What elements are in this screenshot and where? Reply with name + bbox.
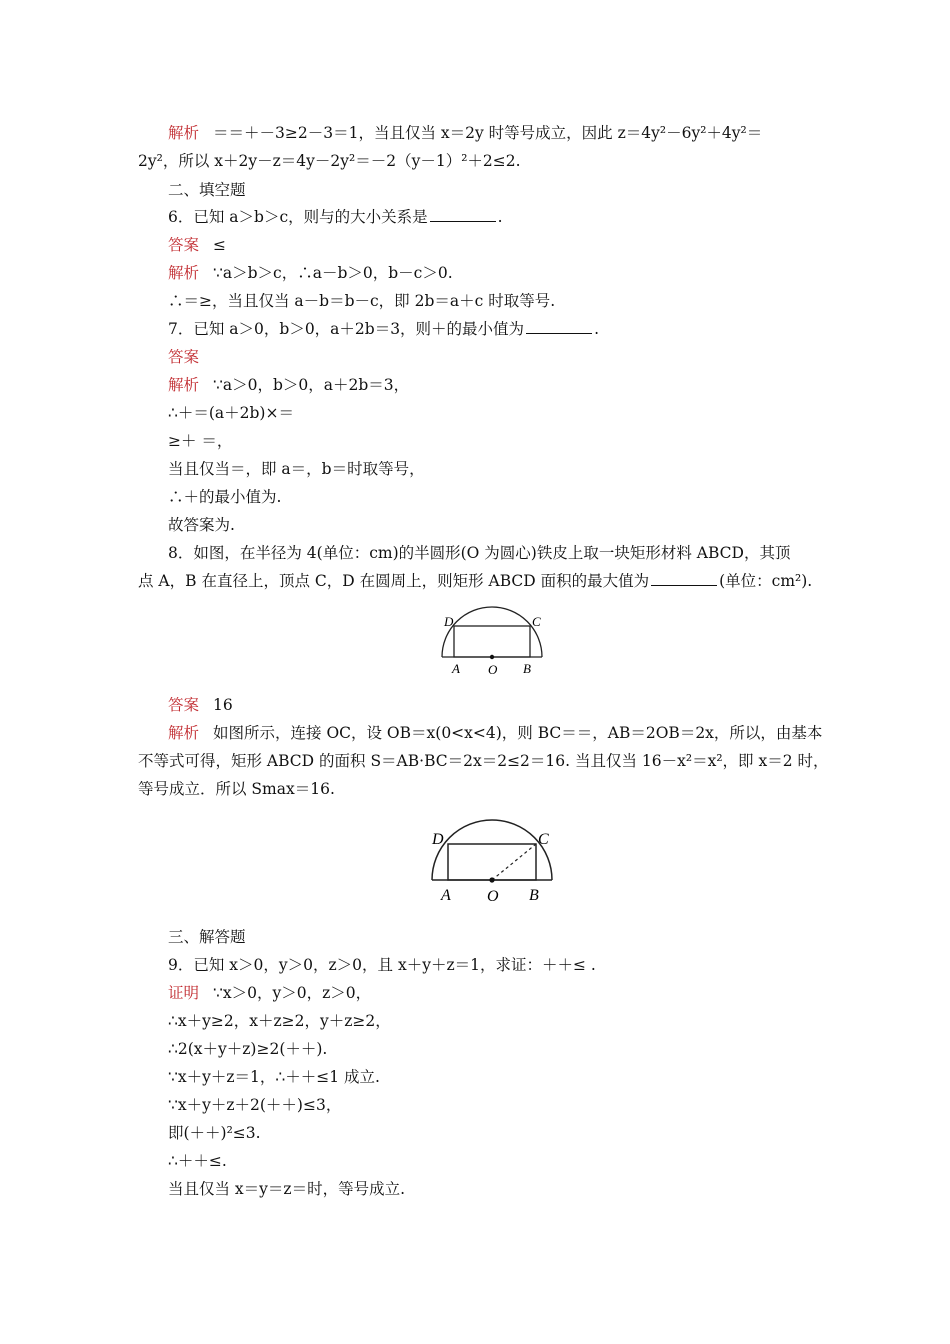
- label-b: B: [529, 887, 539, 904]
- answer-tag: 答案: [168, 236, 200, 254]
- analysis-tag: 解析: [168, 376, 200, 394]
- text-line: 解析 ∵a＞0，b＞0，a＋2b＝3，: [168, 376, 410, 394]
- text-line: 故答案为.: [168, 516, 235, 534]
- semicircle-figure-1: [432, 604, 552, 686]
- text-line: [168, 347, 213, 367]
- text-line: 等号成立．所以 Smax＝16.: [138, 780, 335, 798]
- label-a: A: [452, 661, 460, 676]
- text-line: 即(＋＋)²≤3.: [168, 1124, 261, 1142]
- analysis-tag: 解析: [168, 264, 200, 282]
- text-line: ∴＋＝(a＋2b)×＝: [168, 404, 294, 422]
- text-line: ∴x＋y≥2，x＋z≥2，y＋z≥2，: [168, 1012, 391, 1030]
- text-line: 不等式可得，矩形 ABCD 的面积 S＝AB·BC＝2x＝2≤2＝16. 当且仅当 16－x²＝x²，即 x＝2 时，: [138, 752, 829, 770]
- text-line: 点 A，B 在直径上，顶点 C，D 在圆周上，则矩形 ABCD 面积的最大值为 (单位：cm²).: [138, 572, 813, 590]
- answer-tag: 答案: [168, 696, 200, 714]
- label-a: A: [441, 887, 451, 904]
- semicircle-figure-2: [418, 808, 566, 913]
- text-line: ∴2(x＋y＋z)≥2(＋＋).: [168, 1040, 328, 1058]
- text-line: ∵x＋y＋z＝1，∴＋＋≤1 成立.: [168, 1068, 380, 1086]
- label-b: B: [523, 661, 531, 676]
- analysis-tag: 解析: [168, 124, 200, 142]
- analysis-tag: 解析: [168, 724, 200, 742]
- label-o: O: [487, 888, 499, 905]
- question-7: 7．已知 a＞0，b＞0，a＋2b＝3，则＋的最小值为 .: [168, 320, 599, 338]
- label-o: O: [488, 662, 498, 677]
- text-line: 解析 ＝＝＋－3≥2－3＝1，当且仅当 x＝2y 时等号成立，因此 z＝4y²－6y²＋4y²＝: [168, 124, 763, 142]
- section-heading: 三、解答题: [168, 928, 246, 946]
- text-line: 证明 ∵x＞0，y＞0，z＞0，: [168, 984, 372, 1002]
- text-line: 当且仅当 x＝y＝z＝时，等号成立.: [168, 1180, 406, 1198]
- text-line: 解析 ∵a＞b＞c，∴a－b＞0，b－c＞0.: [168, 264, 453, 282]
- label-d: D: [444, 614, 454, 629]
- proof-tag: 证明: [168, 984, 200, 1002]
- text-line: 解析 如图所示，连接 OC，设 OB＝x(0<x<4)，则 BC＝＝，AB＝2OB＝2x，所以，由基本: [168, 724, 823, 742]
- text-line: 答案 ≤: [168, 236, 227, 254]
- question-9: 9．已知 x＞0，y＞0，z＞0，且 x＋y＋z＝1，求证：＋＋≤ .: [168, 956, 596, 974]
- label-c: C: [538, 831, 549, 848]
- text-line: ∴＋的最小值为.: [168, 488, 282, 506]
- text-line: ∵x＋y＋z＋2(＋＋)≤3，: [168, 1096, 342, 1114]
- question-8: 8．如图，在半径为 4(单位：cm)的半圆形(O 为圆心)铁皮上取一块矩形材料 ABCD，其顶: [168, 544, 791, 562]
- text-line: 当且仅当＝，即 a＝，b＝时取等号，: [168, 460, 425, 478]
- label-d: D: [432, 831, 444, 848]
- answer-blank: [651, 571, 717, 586]
- text-line: 2y²，所以 x＋2y－z＝4y－2y²＝－2（y－1）²＋2≤2.: [138, 152, 521, 170]
- text-line: 答案 16: [168, 696, 233, 714]
- section-heading: 二、填空题: [168, 181, 246, 199]
- text-line: ∴＋＋≤.: [168, 1152, 227, 1170]
- answer-blank: [430, 207, 496, 222]
- answer-blank: [526, 319, 592, 334]
- label-c: C: [532, 614, 541, 629]
- question-6: 6．已知 a＞b＞c，则与的大小关系是 .: [168, 208, 503, 226]
- text-line: ∴＝≥，当且仅当 a－b＝b－c，即 2b＝a＋c 时取等号.: [168, 292, 556, 310]
- answer-tag: 答案: [168, 348, 200, 366]
- text-line: ≥＋ ＝，: [168, 432, 233, 450]
